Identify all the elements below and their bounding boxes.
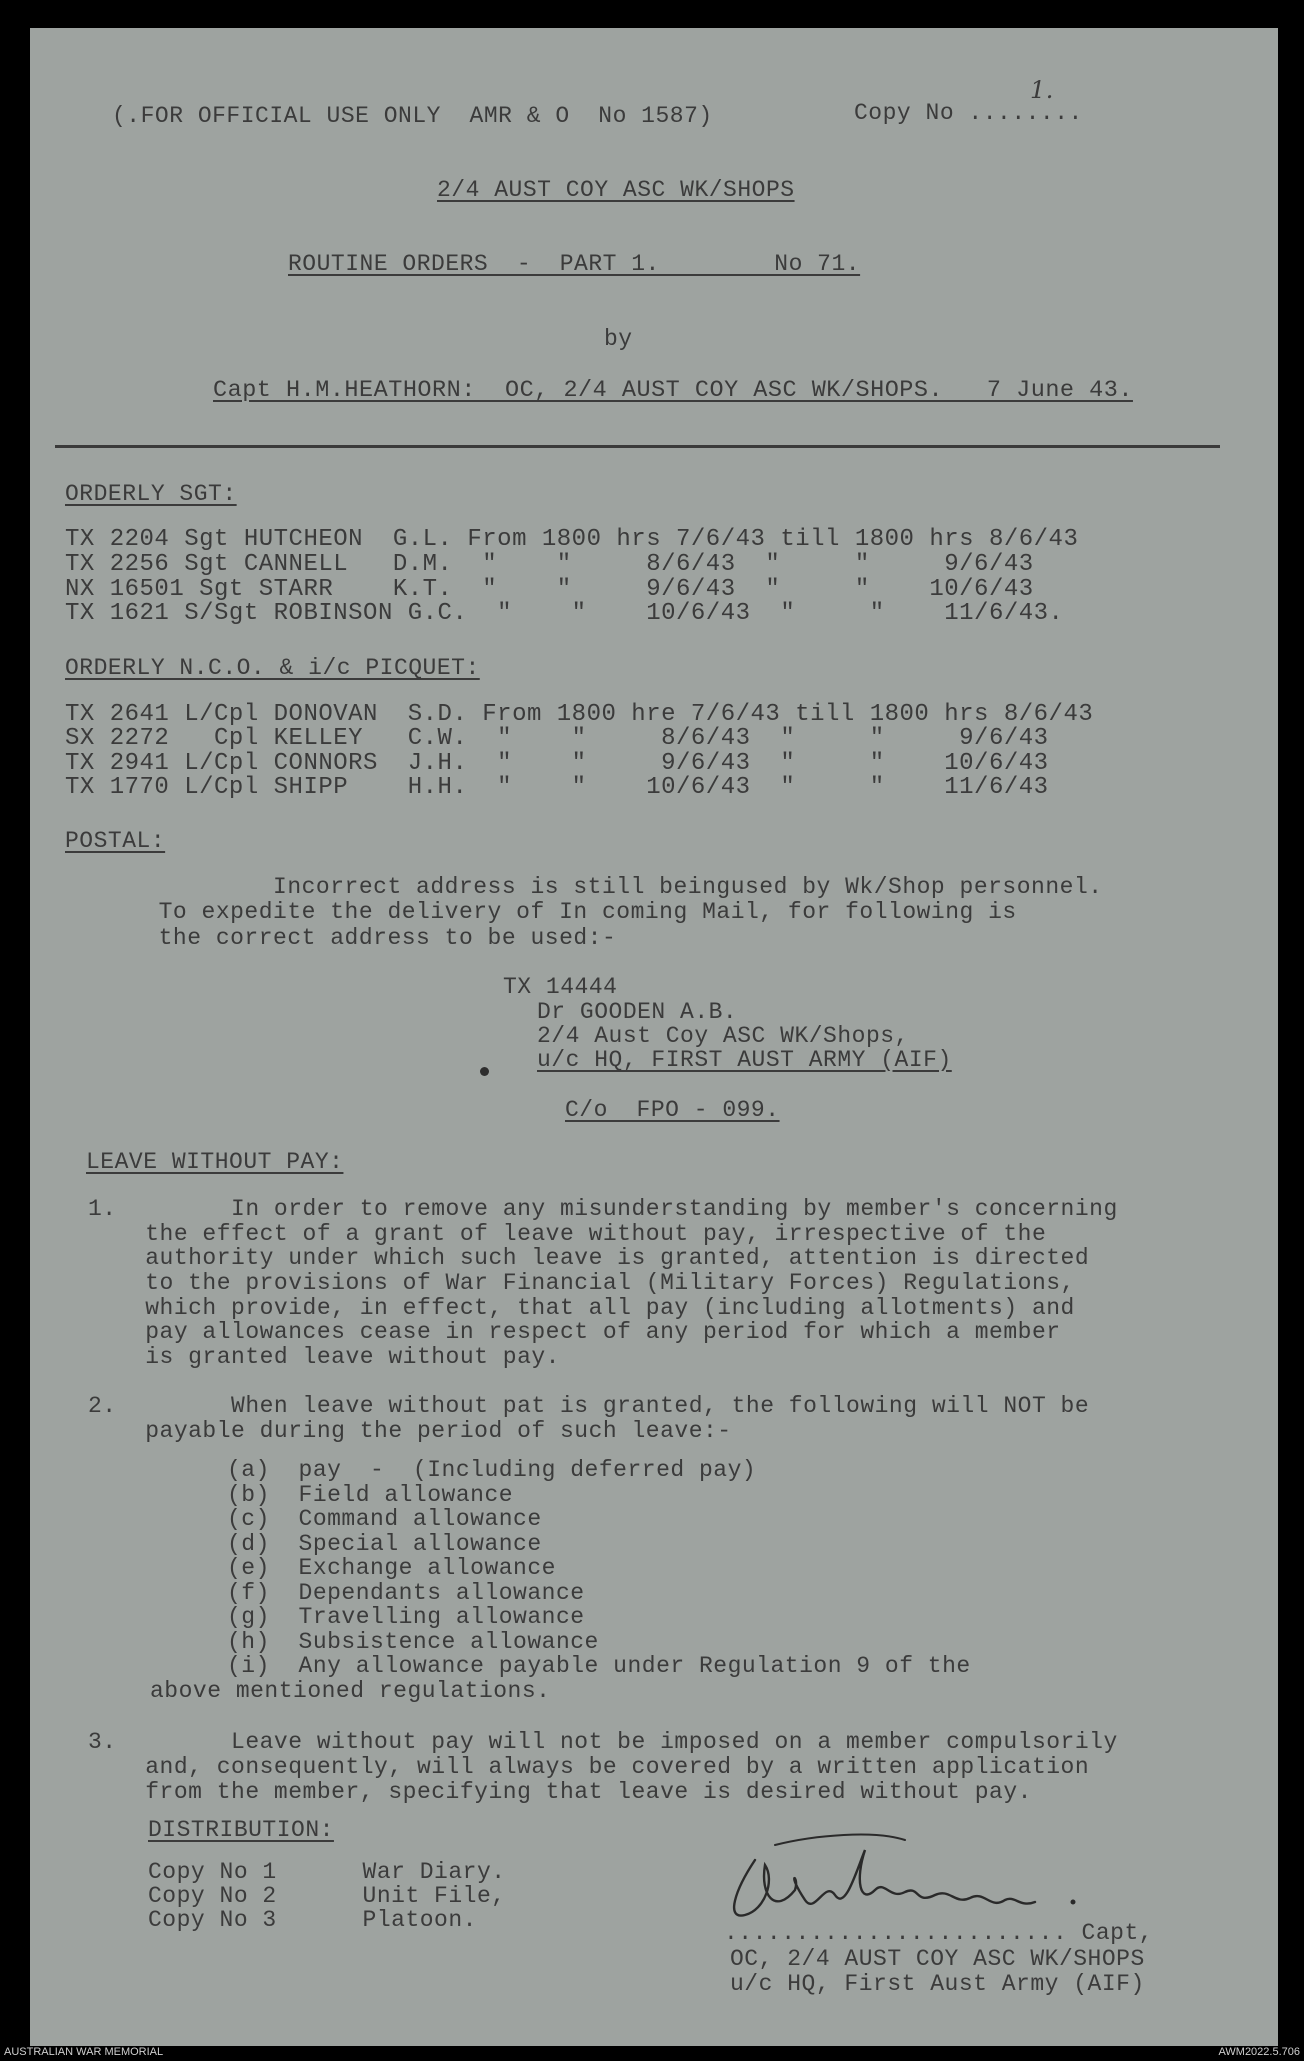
distribution-row: Copy No 3 Platoon. (148, 1907, 477, 1933)
allowance-item: (b) Field allowance (227, 1482, 514, 1508)
distribution-row: Copy No 1 War Diary. (148, 1859, 506, 1885)
address-line: Dr GOODEN A.B. (537, 999, 738, 1025)
distribution-row: Copy No 2 Unit File, (148, 1883, 506, 1909)
leave-para-1: authority under which such leave is granted, attention is directed (88, 1245, 1090, 1271)
leave-para-1: 1. In order to remove any misunderstanding by member's concerning (88, 1196, 1118, 1222)
postal-heading: POSTAL: (65, 828, 166, 854)
allowance-item: (c) Command allowance (227, 1506, 542, 1532)
by-line: by (604, 326, 633, 352)
orderly-sgt-row: NX 16501 Sgt STARR K.T. " " 9/6/43 " " 10/6/43 (65, 576, 1034, 603)
orderly-nco-row: SX 2272 Cpl KELLEY C.W. " " 8/6/43 " " 9/6/43 (65, 725, 1049, 752)
issued-by-line: Capt H.M.HEATHORN: OC, 2/4 AUST COY ASC WK/SHOPS. 7 June 43. (213, 377, 1133, 404)
leave-para-1: is granted leave without pay. (88, 1344, 560, 1370)
copy-number-handwritten: 1. (1030, 76, 1054, 104)
copy-number-label: Copy No ........ (854, 100, 1083, 126)
orderly-sgt-heading: ORDERLY SGT: (65, 481, 237, 507)
orderly-sgt-row: TX 2256 Sgt CANNELL D.M. " " 8/6/43 " " 9/6/43 (65, 551, 1034, 578)
allowance-item: (g) Travelling allowance (227, 1604, 585, 1630)
unit-title: 2/4 AUST COY ASC WK/SHOPS (437, 177, 795, 203)
allowance-item: (e) Exchange allowance (227, 1555, 556, 1581)
official-use-line: (.FOR OFFICIAL USE ONLY AMR & O No 1587) (112, 103, 713, 129)
source-caption: AUSTRALIAN WAR MEMORIAL (4, 2046, 164, 2058)
leave-para-1: to the provisions of War Financial (Military Forces) Regulations, (88, 1270, 1075, 1296)
address-line: 2/4 Aust Coy ASC WK/Shops, (537, 1023, 909, 1049)
leave-para-1: pay allowances cease in respect of any period for which a member (88, 1319, 1061, 1345)
postal-line: To expedite the delivery of In coming Mail, for following is (130, 899, 1017, 925)
signature-title: OC, 2/4 AUST COY ASC WK/SHOPS (730, 1946, 1145, 1972)
leave-para-2: payable during the period of such leave:- (88, 1418, 732, 1444)
address-line: TX 14444 (503, 974, 618, 1000)
ink-dot (480, 1067, 489, 1076)
leave-heading: LEAVE WITHOUT PAY: (86, 1149, 344, 1175)
allowance-item: (h) Subsistence allowance (227, 1629, 599, 1655)
orderly-sgt-row: TX 2204 Sgt HUTCHEON G.L. From 1800 hrs 7/6/43 till 1800 hrs 8/6/43 (65, 526, 1079, 553)
orderly-nco-row: TX 1770 L/Cpl SHIPP H.H. " " 10/6/43 " " 11/6/43 (65, 774, 1049, 801)
allowance-item: (a) pay - (Including deferred pay) (227, 1457, 757, 1483)
leave-para-3: from the member, specifying that leave is desired without pay. (88, 1779, 1032, 1805)
allowance-item: (f) Dependants allowance (227, 1580, 585, 1606)
allowance-tail: above mentioned regulations. (150, 1678, 551, 1704)
orderly-sgt-row: TX 1621 S/Sgt ROBINSON G.C. " " 10/6/43 " " 11/6/43. (65, 600, 1064, 627)
leave-para-3: 3. Leave without pay will not be imposed on a member compulsorily (88, 1729, 1118, 1755)
leave-para-1: the effect of a grant of leave without pay, irrespective of the (88, 1221, 1047, 1247)
signature-location: u/c HQ, First Aust Army (AIF) (730, 1971, 1145, 1997)
address-line: u/c HQ, FIRST AUST ARMY (AIF) (537, 1047, 952, 1073)
postal-line: Incorrect address is still beingused by Wk/Shop personnel. (130, 874, 1103, 900)
orderly-nco-row: TX 2941 L/Cpl CONNORS J.H. " " 9/6/43 " " 10/6/43 (65, 750, 1049, 777)
accession-caption: AWM2022.5.706 (1218, 2046, 1300, 2058)
postal-line: the correct address to be used:- (130, 925, 617, 951)
leave-para-1: which provide, in effect, that all pay (including allotments) and (88, 1295, 1075, 1321)
leave-para-3: and, consequently, will always be covered by a written application (88, 1754, 1090, 1780)
orders-title: ROUTINE ORDERS - PART 1. No 71. (288, 251, 861, 277)
orderly-nco-row: TX 2641 L/Cpl DONOVAN S.D. From 1800 hre 7/6/43 till 1800 hrs 8/6/43 (65, 701, 1094, 728)
address-fpo: C/o FPO - 099. (565, 1097, 780, 1123)
allowance-item: (i) Any allowance payable under Regulation 9 of the (227, 1653, 971, 1679)
header-divider (55, 445, 1220, 448)
distribution-heading: DISTRIBUTION: (148, 1817, 334, 1843)
leave-para-2: 2. When leave without pat is granted, the following will NOT be (88, 1393, 1090, 1419)
orderly-nco-heading: ORDERLY N.C.O. & i/c PICQUET: (65, 655, 480, 681)
allowance-item: (d) Special allowance (227, 1531, 542, 1557)
signature-dots: ........................ Capt, (724, 1920, 1154, 1946)
